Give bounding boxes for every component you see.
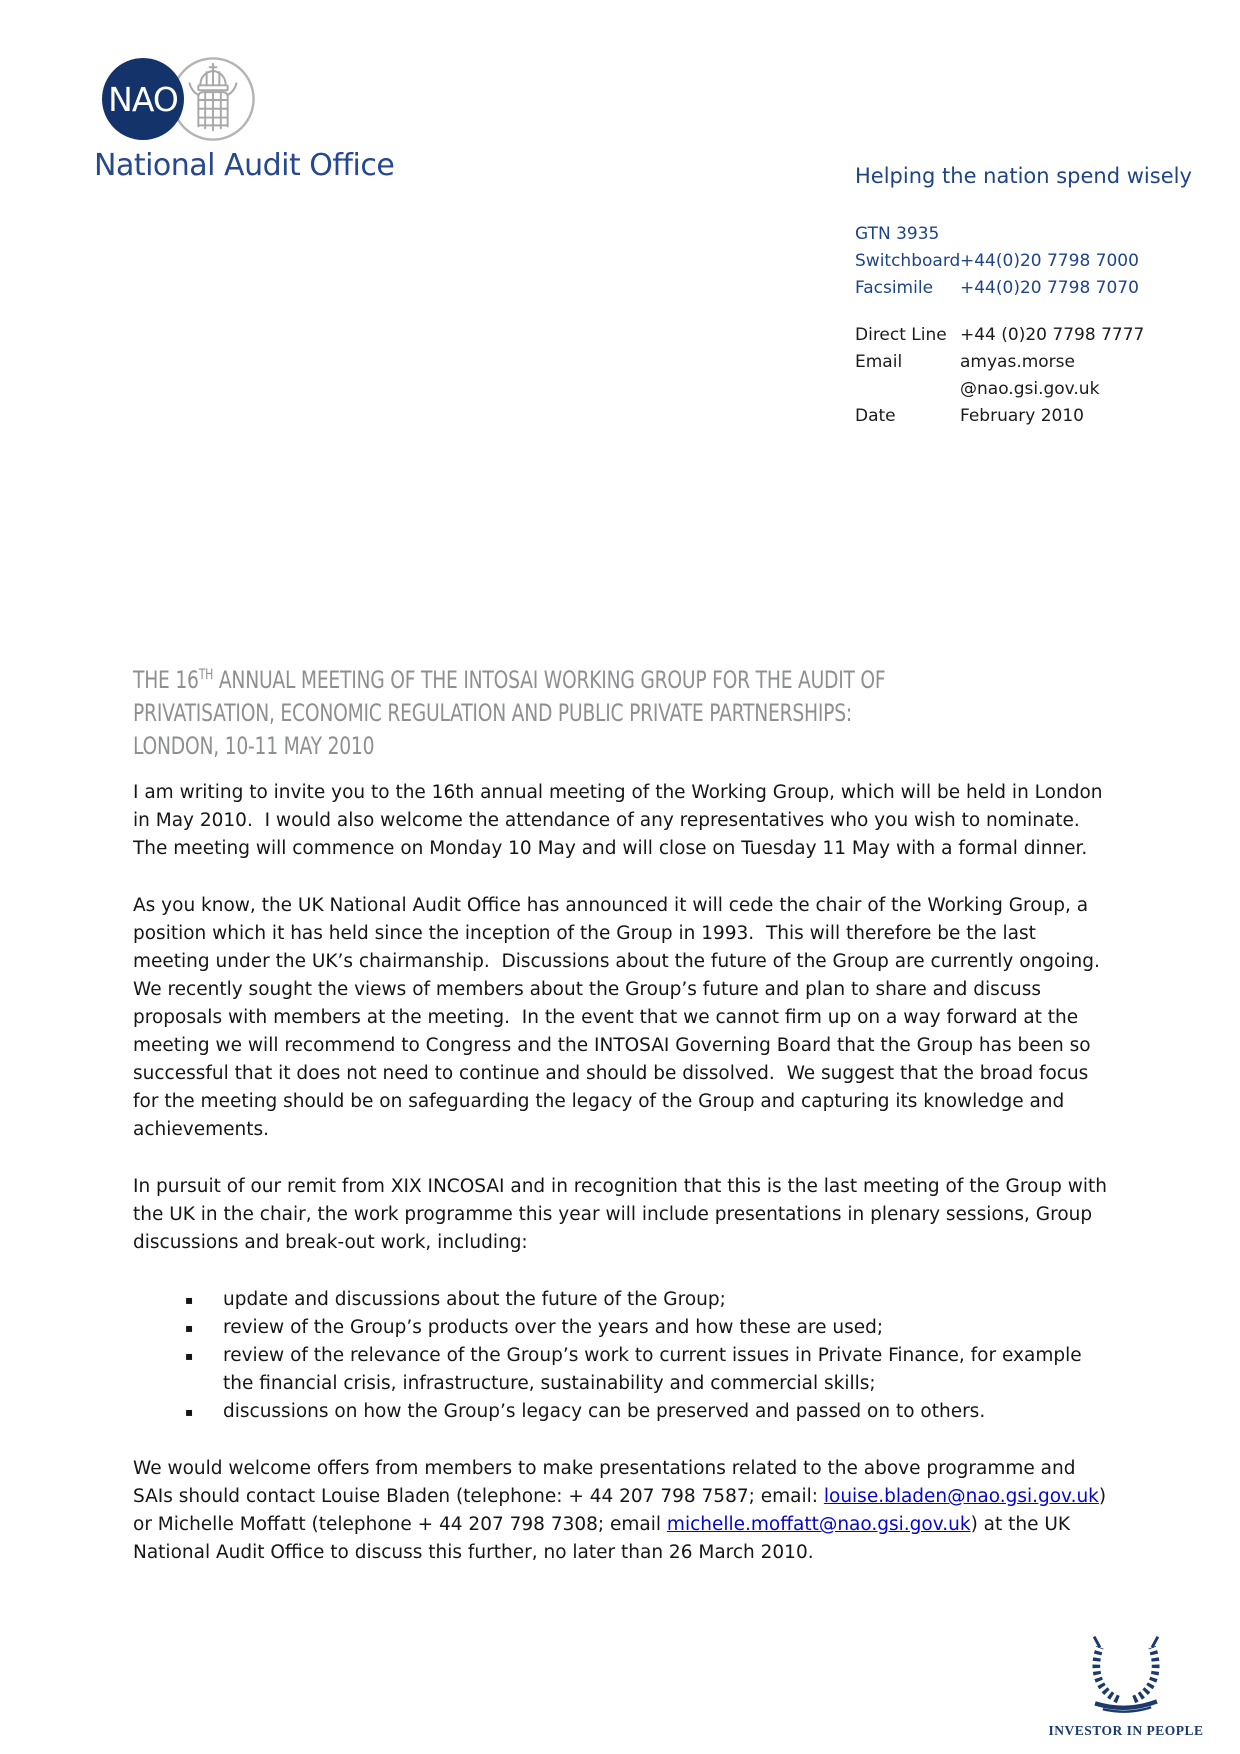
date-value: February 2010 [960,406,1084,426]
list-item: ▪ review of the Group’s products over the years and how these are used; [133,1314,1115,1342]
contact-row-date [855,403,1144,430]
list-item: ▪ review of the relevance of the Group’s work to current issues in Private Finance, for example the financial crisis, infrastructure, sustainability and commercial skills; [133,1342,1115,1398]
paragraph-invitation: I am writing to invite you to the 16th annual meeting of the Working Group, which will be held in London in May 2010. I would also welcome the attendance of any representatives who you wish to nominate. The meeting will commence on Monday 10 May and will close on Tuesday 11 May with a formal dinner. [133,782,1109,859]
letter-body [133,664,1115,1596]
agenda-bullet-list [133,1286,1115,1426]
ordinal-superscript: TH [198,667,214,683]
michelle-moffatt-email-link[interactable]: michelle.moffatt@nao.gsi.gov.uk [666,1514,971,1535]
org-name: National Audit Office [94,148,395,183]
direct-line-value: +44 (0)20 7798 7777 [960,325,1145,345]
square-bullet-icon: ▪ [185,1321,194,1335]
email-value-line2: @nao.gsi.gov.uk [960,379,1100,399]
facsimile-value: +44(0)20 7798 7070 [960,278,1139,298]
louise-bladen-email-link[interactable]: louise.bladen@nao.gsi.gov.uk [823,1486,1099,1507]
switchboard-label: Switchboard [855,251,961,271]
contact-row-facsimile [855,275,1139,302]
gtn-number: GTN 3935 [855,224,940,244]
square-bullet-icon: ▪ [185,1405,194,1419]
square-bullet-icon: ▪ [185,1349,194,1363]
email-label: Email [855,352,903,372]
list-item: ▪ update and discussions about the future of the Group; [133,1286,1115,1314]
investor-in-people-logo [1030,1624,1222,1739]
letter-title-line1: THE 16TH ANNUAL MEETING OF THE INTOSAI WORKING GROUP FOR THE AUDIT OF [133,666,886,694]
contact-row-direct-line [855,322,1144,349]
nao-logo-icon [102,58,184,140]
contact-row-switchboard [855,248,1139,275]
email-value-line1: amyas.morse [960,352,1075,372]
direct-line-label: Direct Line [855,325,947,345]
date-label: Date [855,406,896,426]
facsimile-label: Facsimile [855,278,934,298]
contact-block-black [855,322,1144,430]
switchboard-value: +44(0)20 7798 7000 [960,251,1139,271]
square-bullet-icon: ▪ [185,1293,194,1307]
nao-logo-text: NAO [108,79,178,119]
letter-title [133,664,899,763]
list-item: ▪ discussions on how the Group’s legacy can be preserved and passed on to others. [133,1398,1115,1426]
paragraph-work-programme: In pursuit of our remit from XIX INCOSAI and in recognition that this is the last meeting of the Group with the UK in the chair, the work programme this year will include presentations in plenary sessions, Group discussions and break-out work, including: [133,1176,1113,1253]
contact-row-email [855,349,1144,403]
tagline: Helping the nation spend wisely [855,164,1192,188]
letter-title-line3: LONDON, 10-11 MAY 2010 [133,732,375,760]
paragraph-chair-cede: As you know, the UK National Audit Office has announced it will cede the chair of the Working Group, a position which it has held since the inception of the Group in 1993. This will therefore be the last meeting under the UK’s chairmanship. Discussions about the future of the Group are currently ongoing. We recently sought the views of members about the Group’s future and plan to share and discuss proposals with members at the meeting. In the event that we cannot firm up on a way forward at the meeting we will recommend to Congress and the INTOSAI Governing Board that the Group has been so successful that it does not need to continue and should be dissolved. We suggest that the broad focus for the meeting should be on safeguarding the legacy of the Group and capturing its knowledge and achievements. [133,895,1112,1140]
paragraph-contact-details: We would welcome offers from members to make presentations related to the above programme and SAIs should contact Louise Bladen (telephone: + 44 207 798 7587; email: louise.bladen@nao.gsi.gov.uk) or Michelle Moffatt (telephone + 44 207 798 7308; email michelle.moffatt@nao.gsi.gov.uk) at the UK National Audit Office to discuss this further, no later than 26 March 2010. [133,1458,1112,1563]
laurel-wreath-icon [1068,1624,1184,1717]
contact-block-blue [855,221,1139,302]
letter-title-line2: PRIVATISATION, ECONOMIC REGULATION AND PUBLIC PRIVATE PARTNERSHIPS: [133,699,852,727]
investor-in-people-label: INVESTOR IN PEOPLE [1048,1723,1204,1738]
